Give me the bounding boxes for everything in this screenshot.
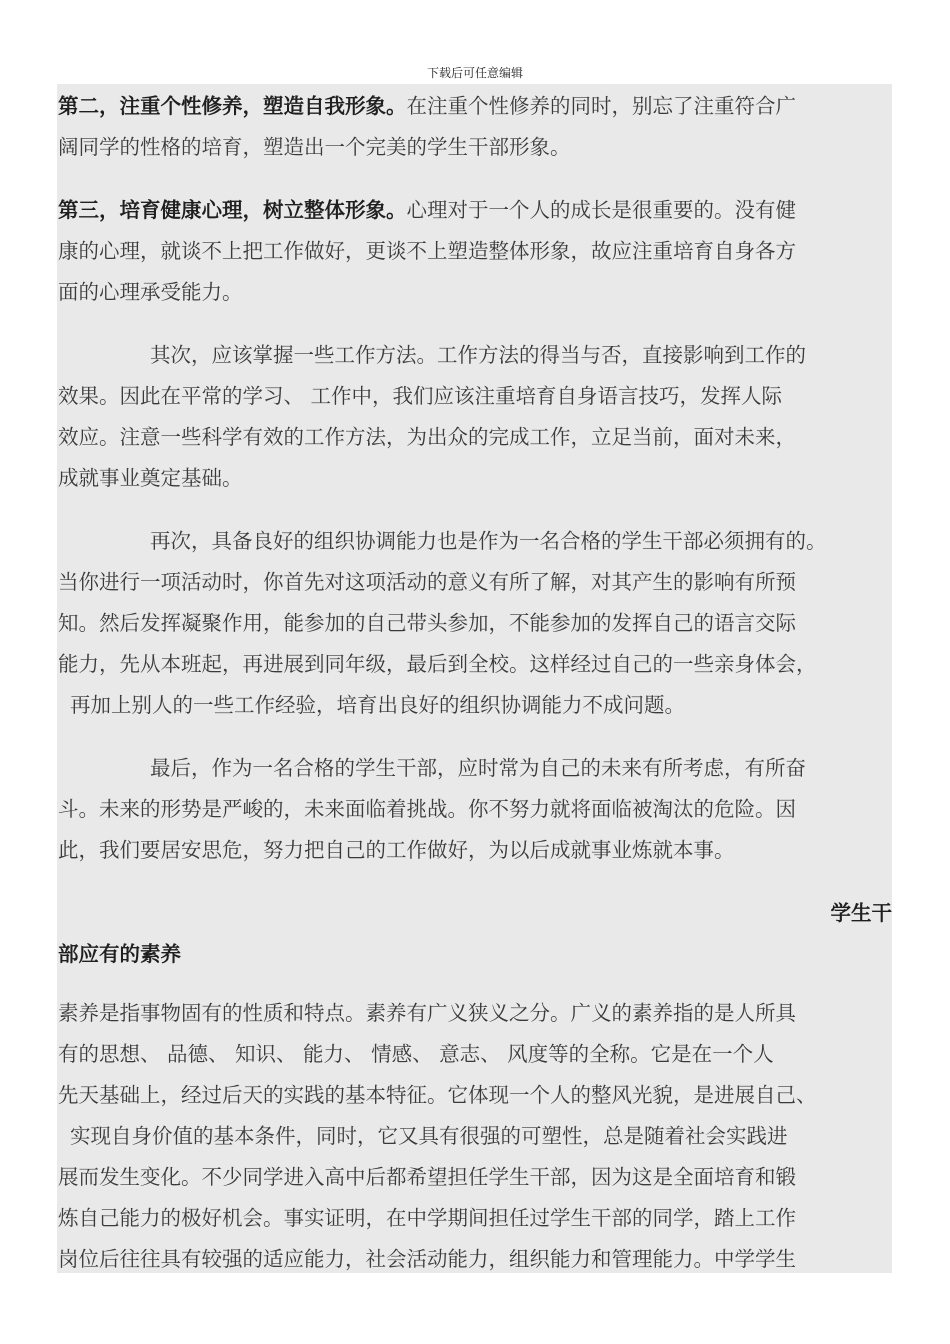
- paragraph-third-point: [58, 190, 908, 313]
- text-line: 当你进行一项活动时，你首先对这项活动的意义有所了解，对其产生的影响有所预: [58, 570, 796, 594]
- text-line: 斗。未来的形势是严峻的，未来面临着挑战。你不努力就将面临被淘汰的危险。因: [58, 797, 796, 821]
- text-line: 阔同学的性格的培育，塑造出一个完美的学生干部形象。: [58, 135, 571, 159]
- text-line: 能力，先从本班起，再进展到同年级，最后到全校。这样经过自己的一些亲身体会，: [58, 652, 817, 676]
- paragraph-second-point: [58, 86, 908, 168]
- text-line: 最后，作为一名合格的学生干部，应时常为自己的未来有所考虑，有所奋: [150, 756, 806, 780]
- paragraph-qualities: [58, 993, 908, 1280]
- bold-lead: 第三，培育健康心理，树立整体形象。: [58, 198, 407, 222]
- text-line: 先天基础上，经过后天的实践的基本特征。它体现一个人的整风光貌，是进展自己、: [58, 1083, 817, 1107]
- title-part-2: 部应有的素养: [58, 942, 181, 966]
- text-line: 效应。注意一些科学有效的工作方法，为出众的完成工作，立足当前，面对未来，: [58, 425, 796, 449]
- text-line: 炼自己能力的极好机会。事实证明，在中学期间担任过学生干部的同学，踏上工作: [58, 1206, 796, 1230]
- text-line: 展而发生变化。不少同学进入高中后都希望担任学生干部，因为这是全面培育和锻: [58, 1165, 796, 1189]
- text-line: 素养是指事物固有的性质和特点。素养有广义狭义之分。广义的素养指的是人所具: [58, 1001, 796, 1025]
- text-line: 再次，具备良好的组织协调能力也是作为一名合格的学生干部必须拥有的。: [150, 529, 827, 553]
- text-line: 知。然后发挥凝聚作用，能参加的自己带头参加，不能参加的发挥自己的语言交际: [58, 611, 796, 635]
- text-line: 其次，应该掌握一些工作方法。工作方法的得当与否，直接影响到工作的: [150, 343, 806, 367]
- text-line: 效果。因此在平常的学习、 工作中，我们应该注重培育自身语言技巧，发挥人际: [58, 384, 783, 408]
- text-line: 再加上别人的一些工作经验，培育出良好的组织协调能力不成问题。: [70, 693, 685, 717]
- text-line: 康的心理，就谈不上把工作做好，更谈不上塑造整体形象，故应注重培育自身各方: [58, 239, 796, 263]
- paragraph-work-methods: [58, 335, 908, 499]
- page-header: 下载后可任意编辑: [426, 66, 523, 80]
- title-part-1: 学生干: [830, 901, 892, 925]
- paragraph-coordination: [58, 521, 908, 726]
- bold-lead: 第二，注重个性修养，塑造自我形象。: [58, 94, 407, 118]
- paragraph-future: [58, 748, 908, 871]
- text-line: 岗位后往往具有较强的适应能力，社会活动能力，组织能力和管理能力。中学学生: [58, 1247, 796, 1271]
- text-line: 心理对于一个人的成长是很重要的。没有健: [406, 198, 796, 222]
- section-title: [58, 893, 908, 975]
- text-line: 成就事业奠定基础。: [58, 466, 243, 490]
- document-body: [58, 86, 908, 1280]
- text-line: 在注重个性修养的同时，别忘了注重符合广: [406, 94, 796, 118]
- text-line: 此，我们要居安思危，努力把自己的工作做好，为以后成就事业炼就本事。: [58, 838, 735, 862]
- text-line: 面的心理承受能力。: [58, 280, 243, 304]
- text-line: 有的思想、 品德、 知识、 能力、 情感、 意志、 风度等的全称。它是在一个人: [58, 1042, 774, 1066]
- text-line: 实现自身价值的基本条件，同时，它又具有很强的可塑性，总是随着社会实践进: [70, 1124, 788, 1148]
